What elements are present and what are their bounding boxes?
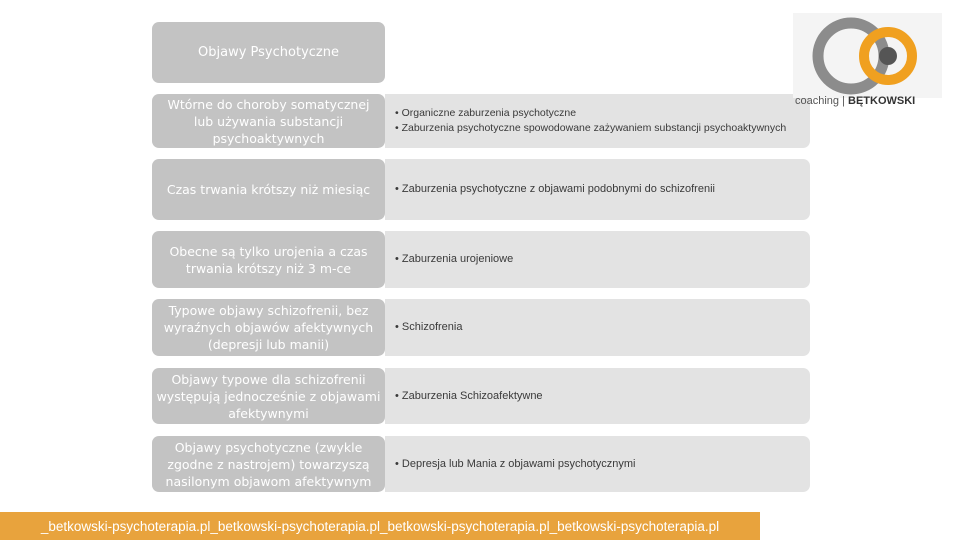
logo-brand: BĘTKOWSKI xyxy=(848,95,916,107)
condition-text: Czas trwania krótszy niż miesiąc xyxy=(166,182,371,197)
row-affective-psychotic xyxy=(152,436,810,492)
footer-banner xyxy=(0,512,760,540)
condition-text: Objawy psychotyczne (zwykle zgodne z nastrojem) towarzyszą nasilonym objawom afektywnym xyxy=(165,439,372,489)
row-schizoaffective xyxy=(152,368,810,424)
diagnosis-box xyxy=(385,299,810,356)
diagnosis-box xyxy=(385,368,810,424)
diagnosis-item: • Schizofrenia xyxy=(395,320,810,335)
diagnosis-item: • Depresja lub Mania z objawami psychotycznymi xyxy=(395,457,810,472)
condition-box xyxy=(152,299,385,356)
logo-text xyxy=(795,95,940,107)
header-title: Objawy Psychotyczne xyxy=(198,45,339,60)
diagnosis-item: • Zaburzenia psychotyczne z objawami podobnymi do schizofrenii xyxy=(395,182,810,197)
condition-box xyxy=(152,94,385,148)
condition-box xyxy=(152,159,385,220)
row-secondary xyxy=(152,94,810,148)
condition-text: Typowe objawy schizofrenii, bez wyraźnych objawów afektywnych (depresji lub manii) xyxy=(163,303,374,352)
diagnosis-item: • Zaburzenia Schizoafektywne xyxy=(395,389,810,404)
condition-box xyxy=(152,436,385,492)
row-schizophrenia xyxy=(152,299,810,356)
diagnosis-box xyxy=(385,94,810,148)
diagnosis-box xyxy=(385,159,810,220)
diagnosis-item: • Zaburzenia urojeniowe xyxy=(395,252,810,267)
diagnosis-item: • Zaburzenia psychotyczne spowodowane zażywaniem substancji psychoaktywnych xyxy=(395,121,810,136)
condition-box xyxy=(152,231,385,288)
condition-box xyxy=(152,368,385,424)
row-delusions xyxy=(152,231,810,288)
row-short-duration xyxy=(152,159,810,220)
logo-prefix: coaching | xyxy=(795,95,849,107)
diagnosis-box xyxy=(385,231,810,288)
diagnosis-item: • Organiczne zaburzenia psychotyczne xyxy=(395,106,810,121)
diagnosis-box xyxy=(385,436,810,492)
condition-text: Wtórne do choroby somatycznej lub używania substancji psychoaktywnych xyxy=(167,96,370,146)
eye-circles-logo-icon xyxy=(793,13,942,98)
condition-text: Obecne są tylko urojenia a czas trwania krótszy niż 3 m-ce xyxy=(169,243,368,276)
condition-text: Objawy typowe dla schizofrenii występują jednocześnie z objawami afektywnymi xyxy=(156,371,381,421)
header-box xyxy=(152,22,385,83)
footer-text: _betkowski-psychoterapia.pl_betkowski-psychoterapia.pl_betkowski-psychoterapia.pl_betkowski-psychoterapia.pl xyxy=(40,518,720,534)
